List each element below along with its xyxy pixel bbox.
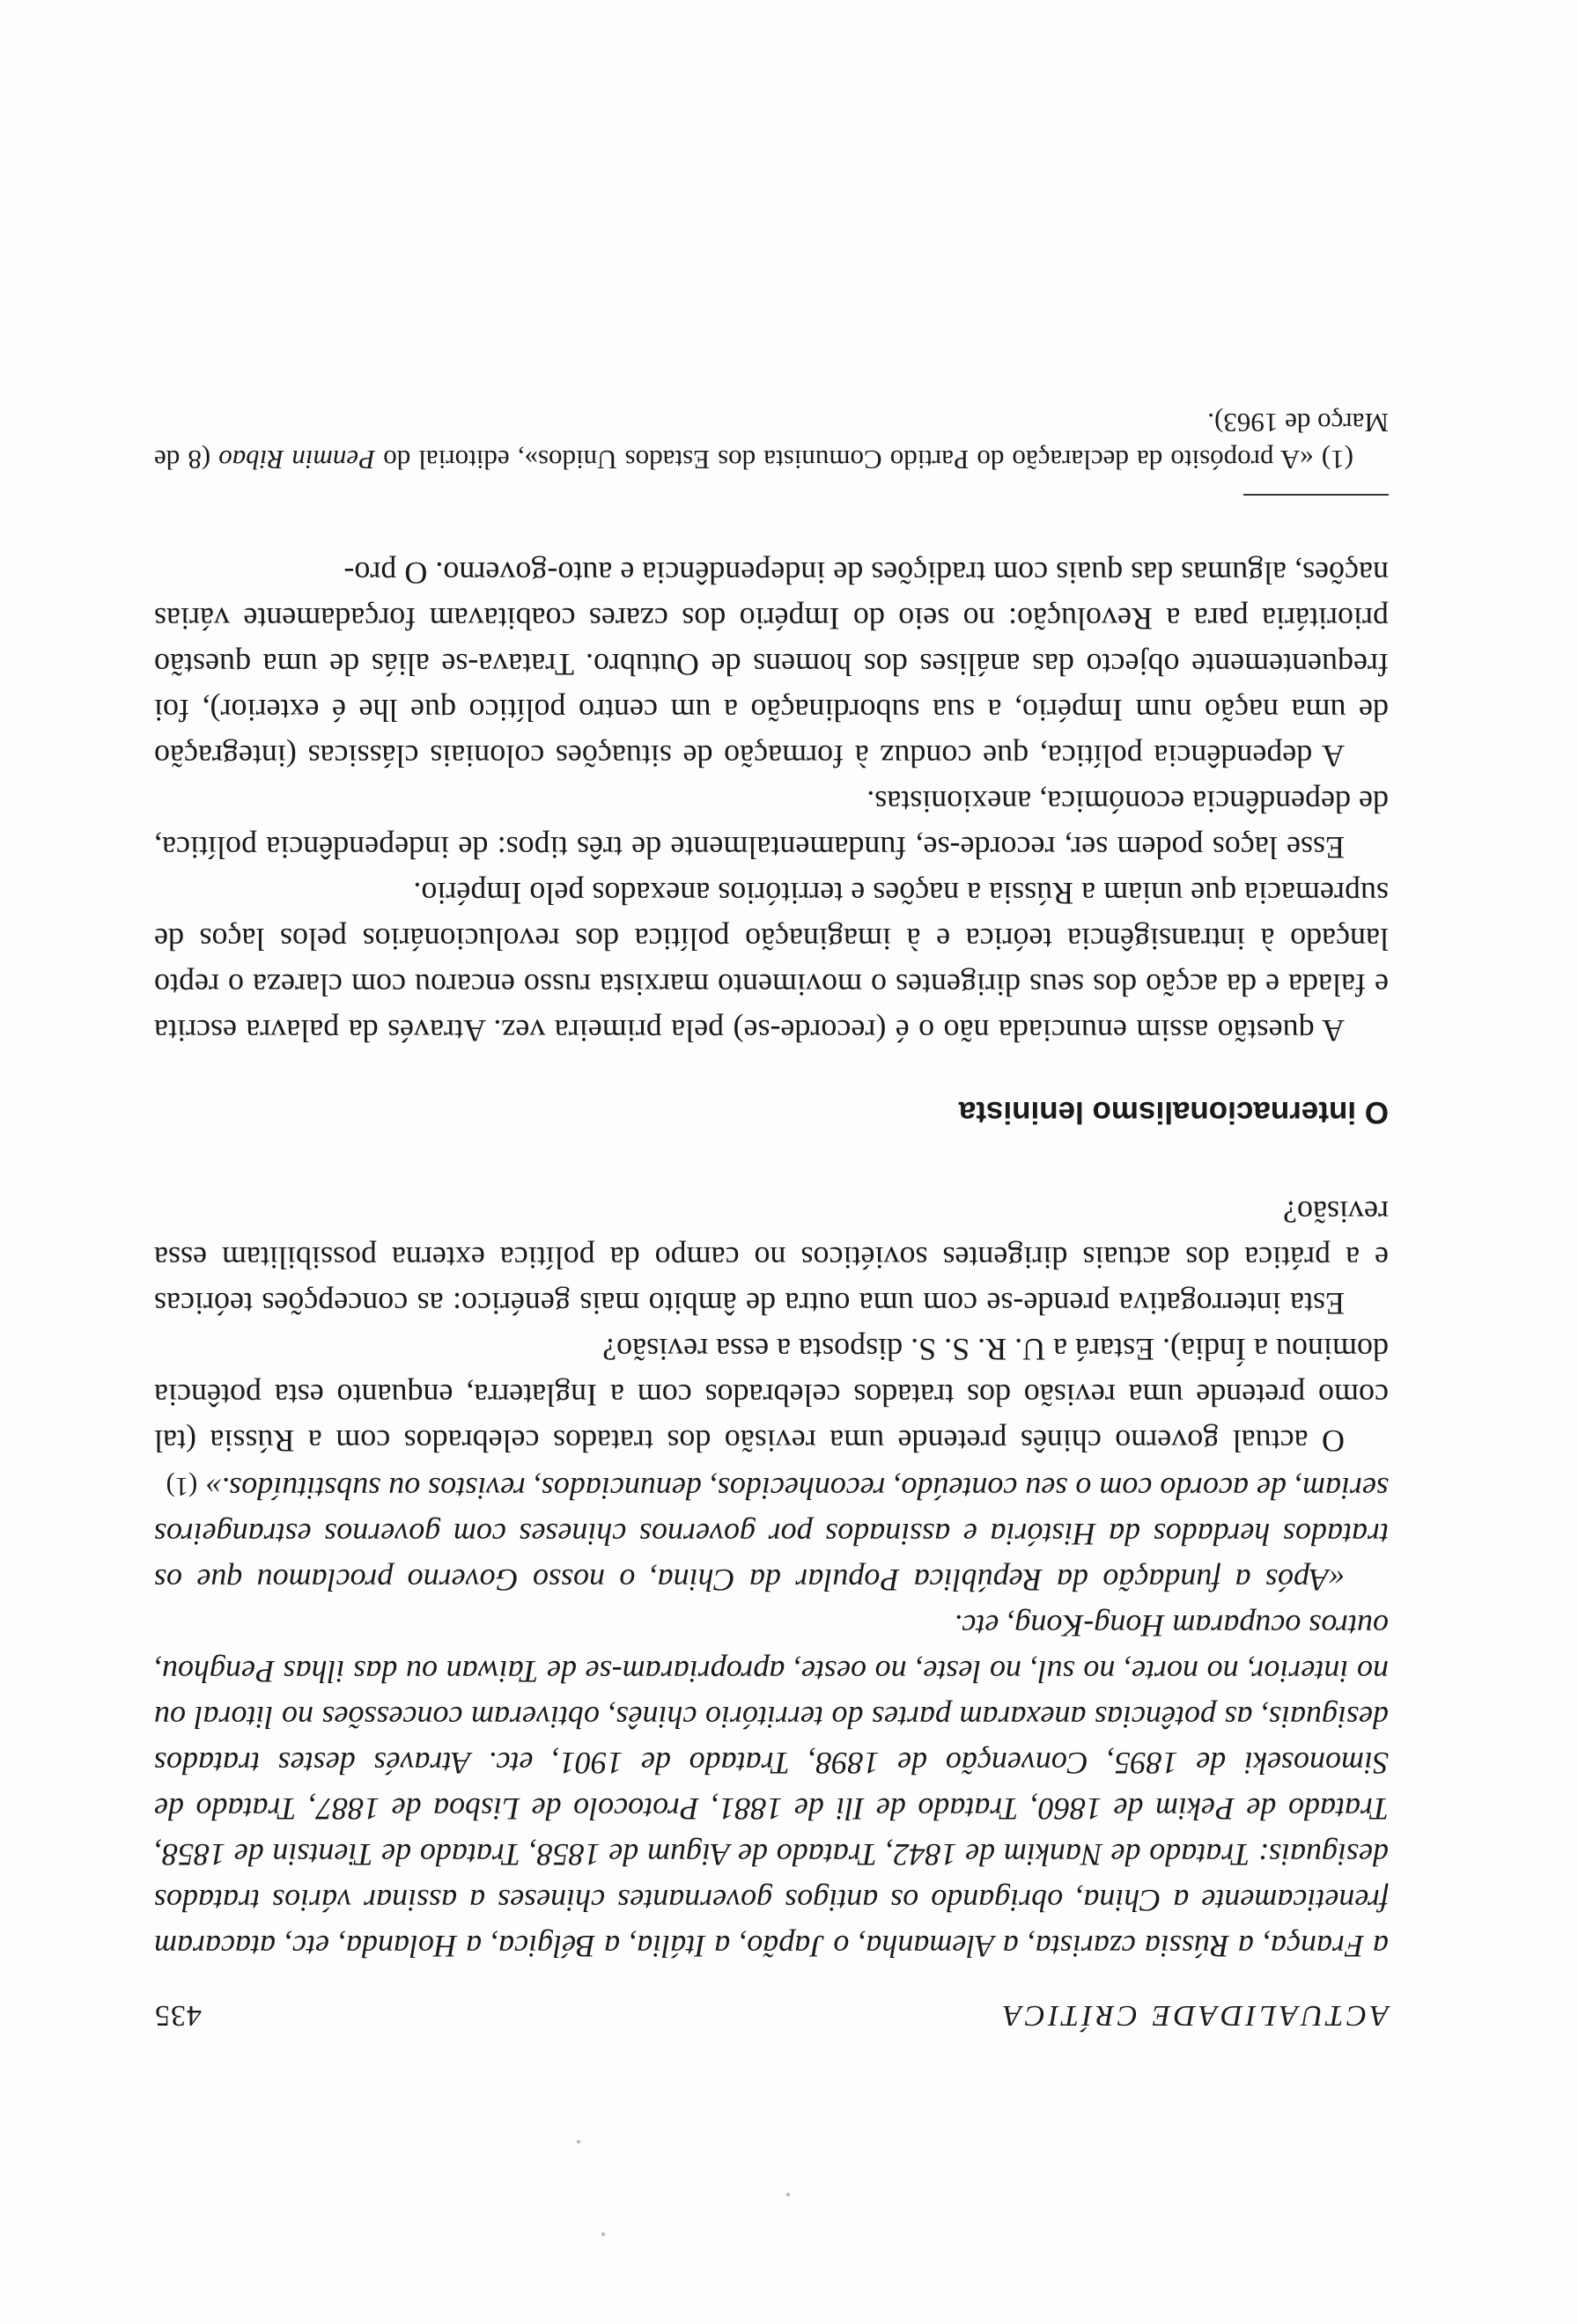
footnote-text: «A propósito da declaração do Partido Comunista dos Estados Unidos», editorial do <box>383 445 1314 475</box>
page-number: 435 <box>154 1999 202 2032</box>
body-paragraph: A dependência política, que conduz à formação de situações coloniais clássicas (integração de uma nação num Império, a sua subordinação a um centro político que lhe é exterior), foi frequentemente objecto das análises dos homens de Outubro. Tratava-se aliás de uma questão prioritária para a Revolução: no seio do Império dos czares coabitavam forçadamente várias nações, algumas das quais com tradições de independência e auto-governo. O pro- <box>154 555 1389 774</box>
quote-paragraph <box>154 1464 1389 1603</box>
scan-speck <box>786 2193 790 2196</box>
footnote-source: Penmin Ribao <box>218 445 376 475</box>
footnote-text-end: (8 de Março de 1963). <box>153 408 1389 475</box>
quote-text: «Após a fundação da República Popular da China, o nosso Governo proclamou que os tratados herdados da História e assinados por governos chineses com governos estrangeiros seriam, de acordo com o seu conteúdo, reconhecidos, denunciados, revistos ou substituídos.» <box>154 1471 1389 1598</box>
body-paragraph: A questão assim enunciada não o é (recorde-se) pela primeira vez. Através da palavra escrita e falada e da acção dos seus dirigentes o movimento marxista russo encarou com clareza o repto lançado à intransigência teórica e à imaginação política dos revolucionários pelos laços de supremacia que uniam a Rússia a nações e territórios anexados pelo Império. <box>154 876 1389 1048</box>
scan-speck <box>577 2140 580 2144</box>
body-paragraph: Esse laços podem ser, recorde-se, fundamentalmente de três tipos: de independência política, de dependência económica, anexionistas. <box>154 784 1389 865</box>
quote-paragraph: a França, a Rússia czarista, a Alemanha, o Japão, a Itália, a Bélgica, a Holanda, etc, atacaram freneticamente a China, obrigando os antigos governantes chineses a assinar vários tratados desiguais: Tratado de Nankim de 1842, Tratado de Aigum de 1858, Tratado de Tientsin de 1858, Tratado de Pekim de 1860, Tratado de Ili de 1881, Protocolo de Lisboa de 1887, Tratado de Simonoseki de 1895, Convenção de 1898, Tratado de 1901, etc. Através destes tratados desiguais, as potências anexaram partes do território chinês, obtiveram concessões no litoral ou no interior, no norte, no sul, no leste, no oeste, apropriaram-se de Taiwan ou das ilhas Penghou, outros ocuparam Hong-Kong, etc. <box>154 1608 1389 1964</box>
footnote <box>154 404 1389 478</box>
footnote-reference: (1) <box>166 1472 198 1502</box>
body-paragraph: O actual governo chinês pretende uma revisão dos tratados celebrados com a Rússia (tal como pretende uma revisão dos tratados celebrados com a Inglaterra, enquanto esta potência dominou a Índia). Estará a U. R. S. S. disposta a essa revisão? <box>154 1332 1389 1459</box>
scan-speck <box>601 2232 605 2236</box>
body-text <box>154 1189 1389 1464</box>
section-heading: O internacionalismo leninista <box>958 1095 1389 1129</box>
body-paragraph: Esta interrogativa prende-se com uma outra de âmbito mais genérico: as concepções teóricas e a prática dos actuais dirigentes soviéticos no campo da política externa possibilitam essa revisão? <box>154 1195 1389 1321</box>
section <box>154 550 1389 1135</box>
quoted-passage <box>154 1464 1389 1969</box>
page-content <box>154 404 1389 2038</box>
running-header <box>154 1992 1389 2038</box>
footnotes <box>154 404 1389 496</box>
footnote-divider <box>1243 494 1389 496</box>
footnote-marker: (1) <box>1321 445 1353 475</box>
journal-title: ACTUALIDADE CRÍTICA <box>999 1999 1389 2032</box>
